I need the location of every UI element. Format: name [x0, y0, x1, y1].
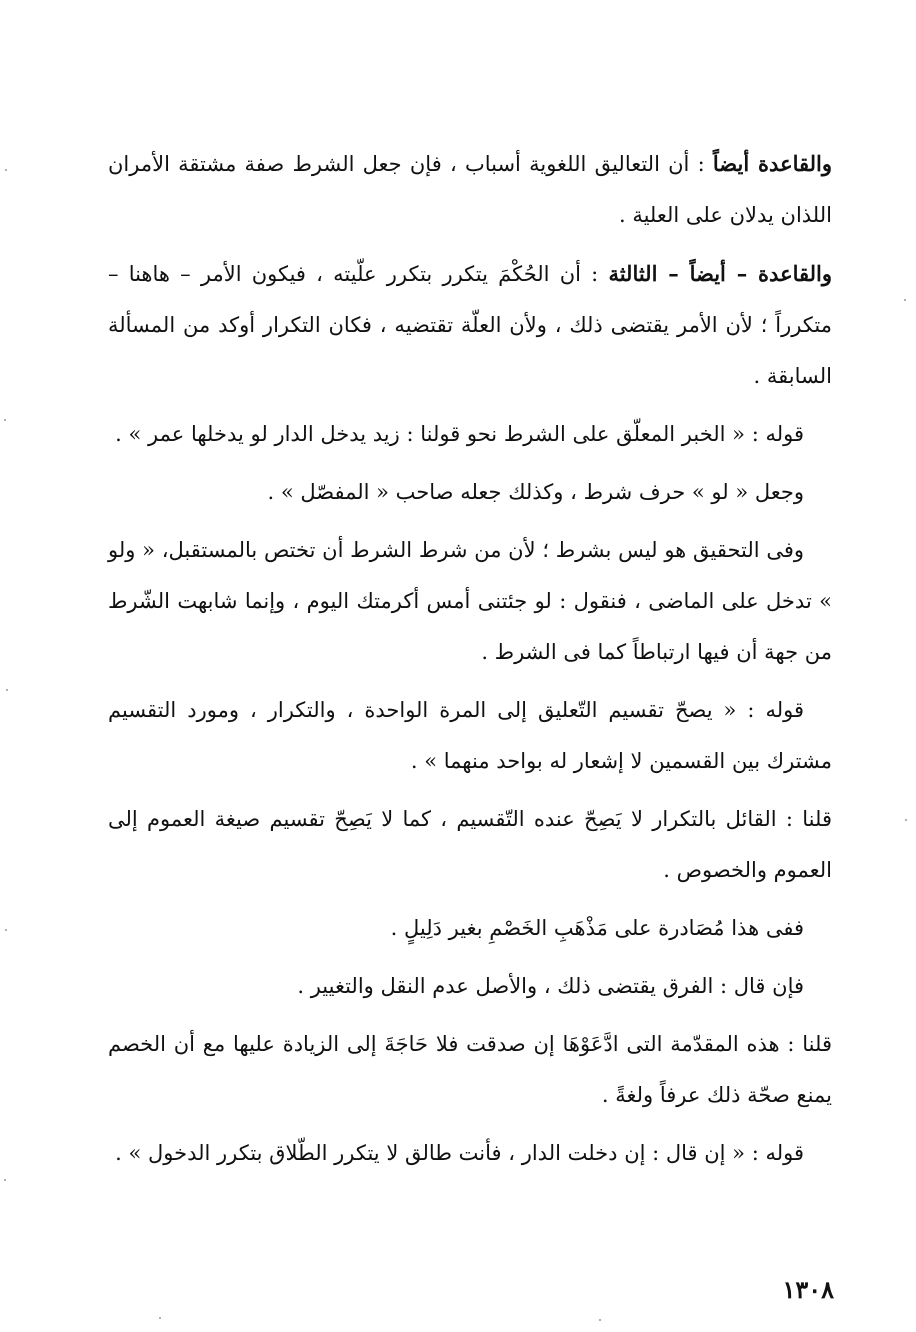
paragraph-1: [108, 138, 832, 241]
paragraph-10: [108, 1019, 832, 1121]
body-text: [108, 138, 832, 1186]
paragraph-lead: والقاعدة أيضاً: [712, 151, 832, 176]
paragraph-text: وفى التحقيق هو ليس بشرط ؛ لأن من شرط الشرط أن تختص بالمستقبل، « ولو » تدخل على الماضى ، فنقول : لو جئتنى أمس أكرمتك اليوم ، وإنما شابهت الشّرط من جهة أن فيها ارتباطاً كما فى الشرط .: [108, 538, 832, 664]
paragraph-text: قوله : « إن قال : إن دخلت الدار ، فأنت طالق لا يتكرر الطّلاق بتكرر الدخول » .: [115, 1141, 804, 1165]
paragraph-text: : أن الحُكْمَ يتكرر بتكرر علّيته ، فيكون الأمر – هاهنا – متكرراً ؛ لأن الأمر يقتضى ذلك ، ولأن العلّة تقتضيه ، فكان التكرار أوكد من المسألة السابقة .: [108, 262, 832, 388]
paragraph-2: [108, 248, 832, 402]
paragraph-7: [108, 794, 832, 896]
page-number: ١٣٠٨: [782, 1275, 834, 1304]
paragraph-8: [108, 903, 832, 954]
paragraph-text: قوله : « يصحّ تقسيم التّعليق إلى المرة الواحدة ، والتكرار ، ومورد التقسيم مشترك بين القسمين لا إشعار له بواحد منهما » .: [108, 698, 832, 773]
paragraph-text: : أن التعاليق اللغوية أسباب ، فإن جعل الشرط صفة مشتقة الأمران اللذان يدلان على العلية .: [108, 152, 832, 227]
paragraph-text: قوله : « الخبر المعلّق على الشرط نحو قولنا : زيد يدخل الدار لو يدخلها عمر » .: [115, 422, 804, 446]
paragraph-9: [108, 961, 832, 1012]
paragraph-text: وجعل « لو » حرف شرط ، وكذلك جعله صاحب « المفصّل » .: [267, 480, 804, 504]
paragraph-lead: والقاعدة – أيضاً – الثالثة: [608, 261, 832, 286]
paragraph-11: [108, 1128, 832, 1179]
paragraph-6: [108, 685, 832, 787]
paragraph-3: [108, 409, 832, 460]
paragraph-text: قلنا : هذه المقدّمة التى ادَّعَوْهَا إن صدقت فلا حَاجَةَ إلى الزيادة عليها مع أن الخصم يمنع صحّة ذلك عرفاً ولغةً .: [108, 1032, 832, 1107]
paragraph-text: فإن قال : الفرق يقتضى ذلك ، والأصل عدم النقل والتغيير .: [297, 974, 804, 998]
paragraph-text: ففى هذا مُصَادرة على مَذْهَبِ الخَصْمِ بغير دَلِيلٍ .: [390, 916, 804, 940]
paragraph-text: قلنا : القائل بالتكرار لا يَصِحّ عنده التّقسيم ، كما لا يَصِحّ تقسيم صيغة العموم إلى العموم والخصوص .: [108, 807, 832, 882]
paragraph-4: [108, 467, 832, 518]
paragraph-5: [108, 525, 832, 678]
